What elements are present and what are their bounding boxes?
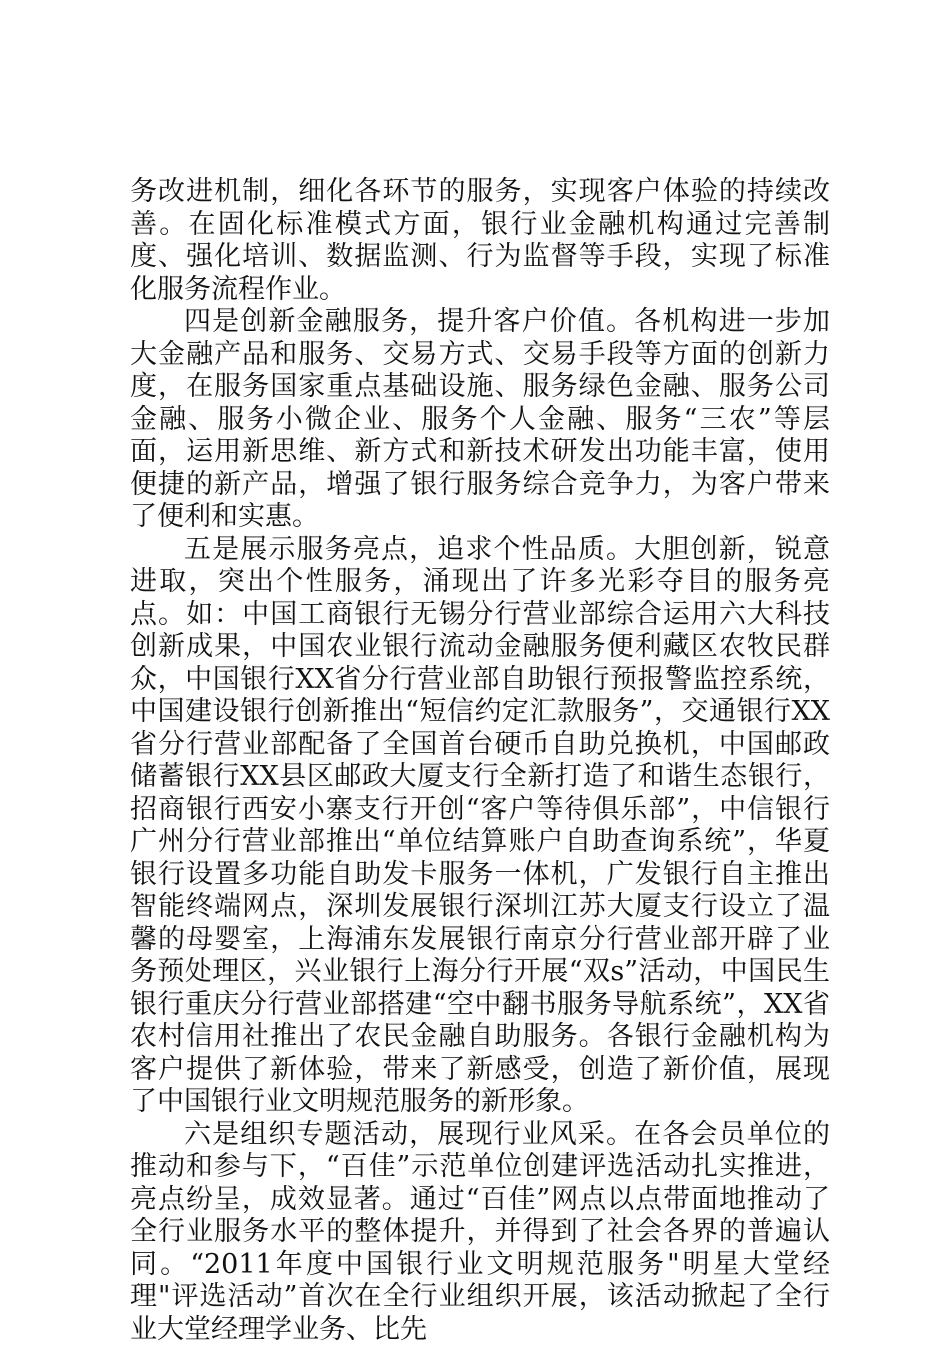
paragraph-highlights: 五是展示服务亮点，追求个性品质。大胆创新，锐意进取，突出个性服务，涌现出了许多光彩夺目的服务亮点。如：中国工商银行无锡分行营业部综合运用六大科技创新成果，中国农业银行流动金融服务便利藏区农牧民群众，中国银行XX省分行营业部自助银行预报警监控系统，中国建设银行创新推出“短信约定汇款服务”，交通银行XX省分行营业部配备了全国首台硬币自助兑换机，中国邮政储蓄银行XX县区邮政大厦支行全新打造了和谐生态银行，招商银行西安小寨支行开创“客户等待俱乐部”，中信银行广州分行营业部推出“单位结算账户自助查询系统”，华夏银行设置多功能自助发卡服务一体机，广发银行自主推出智能终端网点，深圳发展银行深圳江苏大厦支行设立了温馨的母婴室，上海浦东发展银行南京分行营业部开辟了业务预处理区，兴业银行上海分行开展“双s”活动，中国民生银行重庆分行营业部搭建“空中翻书服务导航系统”，XX省农村信用社推出了农民金融自助服务。各银行金融机构为客户提供了新体验，带来了新感受，创造了新价值，展现了中国银行业文明规范服务的新形象。 bbox=[130, 534, 830, 1119]
paragraph-activities: 六是组织专题活动，展现行业风采。在各会员单位的推动和参与下，“百佳”示范单位创建评选活动扎实推进，亮点纷呈，成效显著。通过“百佳”网点以点带面地推动了全行业服务水平的整体提升，并得到了社会各界的普遍认同。“2011年度中国银行业文明规范服务"明星大堂经理"评选活动”首次在全行业组织开展，该活动掀起了全行业大堂经理学业务、比先 bbox=[130, 1119, 830, 1346]
continuation-paragraph: 务改进机制，细化各环节的服务，实现客户体验的持续改善。在固化标准模式方面，银行业金融机构通过完善制度、强化培训、数据监测、行为监督等手段，实现了标准化服务流程作业。 bbox=[130, 176, 830, 306]
continuation-text-block bbox=[130, 176, 830, 306]
paragraph-innovation: 四是创新金融服务，提升客户价值。各机构进一步加大金融产品和服务、交易方式、交易手段等方面的创新力度，在服务国家重点基础设施、服务绿色金融、服务公司金融、服务小微企业、服务个人金融、服务“三农”等层面，运用新思维、新方式和新技术研发出功能丰富，使用便捷的新产品，增强了银行服务综合竞争力，为客户带来了便利和实惠。 bbox=[130, 306, 830, 534]
main-text-block bbox=[130, 306, 830, 1346]
